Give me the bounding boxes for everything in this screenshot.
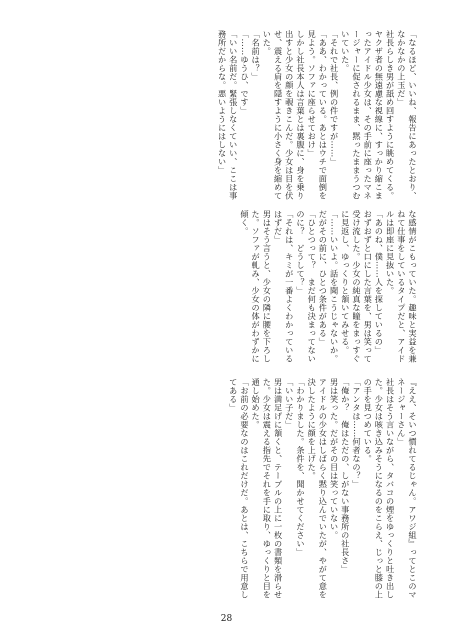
text-column-block-top: 「なるほど、いいね、報告にあったとおり、なかなかの上玉だ」 社長らしき男が舐め回すように眺めてくる。ヤクザ者の無遠慮な視線に、すっかり縮こまったアイドル少女は、その手前に座ったマネージャーに促されるまま、黙ったままうつむいていた。 「それで社長、例の件ですが……」 「ああ、わかっている。あとはウチで面倒を見よう。ソファに座らせておけ」 しかし社長本人は言葉とは裏腹に、身を乗り出すと少女の顔を覗きこんだ。少女は目を伏せ、震える肩を隠すように小さく身を縮めていた。 「名前は？」 「……ゆうひ、です」 「いい名前だ。緊張しなくていい、ここは事務所だからな。悪いようにはしない」 xyxy=(217,30,418,200)
text-column-block-bottom: 『ええ、そいつ慣れてるじゃん。アワジ組』ってとこのマネージャーさん」 社長はそう言いながら、タバコの煙をゆっくりと吐き出した。少女は咳き込みそうになるのをこらえ、じっと膝の上の手を見つめている。 「アンタは……何者なの？」 「俺か？ 俺はただの、しがない事務所の社長さ」 男は笑った。だがその目は笑っていない。 アイドルの少女はしばらく黙り込んでいたが、やがて意を決したように顔を上げた。 「わかりました。条件を、聞かせてください」 「いい子だ」 男は満足げに頷くと、テーブルの上に一枚の書類を滑らせた。少女は震える指先でそれを手に取り、ゆっくりと目を通し始めた。 「お前の必要なのはこれだけだ。あとは、こちらで用意してある」 xyxy=(228,378,418,599)
text-column-block-middle: な感情がこもっていた。趣味と実益を兼ねて仕事をしているタイプだと、アイドルは即座に見抜いた。 「あのね、僕……人を探しているの」 おずおずと口にした言葉を、男は笑って受け流した。少女の純真な瞳をまっすぐに見返し、ゆっくりと頷いてみせる。 「……いいよ。話を聞こうじゃないか。だがその前に、ひとつ条件がある」 「ひとつって？ まだ何も決まってないのに？ どうして？」 「それは、キミが一番よくわかっているはずだ」 男はそう言うと、少女の隣に腰を下ろした。ソファが軋み、少女の体がわずかに傾く。 xyxy=(239,210,418,363)
page-number: 28 xyxy=(220,614,233,624)
